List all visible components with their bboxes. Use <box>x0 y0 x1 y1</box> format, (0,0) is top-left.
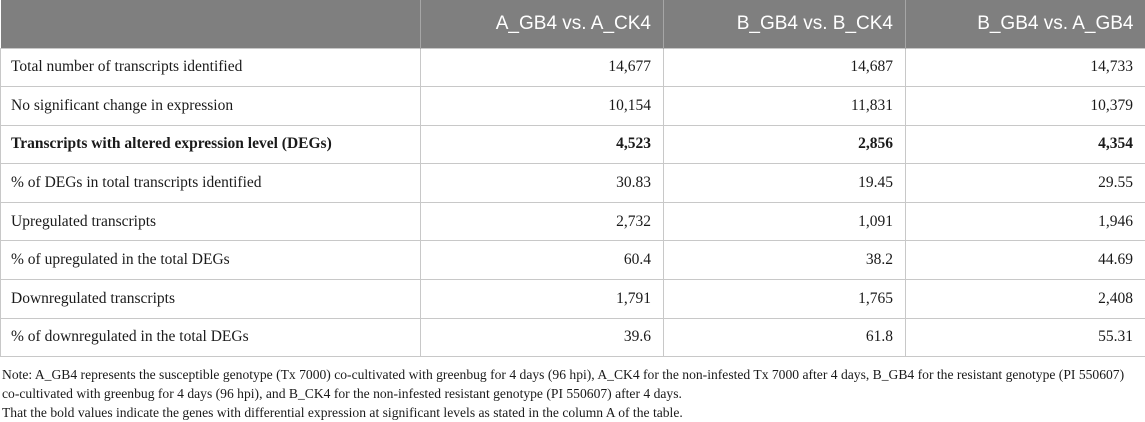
table-cell: 2,856 <box>664 125 906 164</box>
table-cell: 29.55 <box>906 164 1145 203</box>
row-label: Total number of transcripts identified <box>1 48 421 87</box>
table-cell: 19.45 <box>664 164 906 203</box>
table-row <box>1 202 1145 241</box>
table-cell: 39.6 <box>421 318 664 357</box>
row-label: No significant change in expression <box>1 87 421 126</box>
table-cell: 11,831 <box>664 87 906 126</box>
row-label: Downregulated transcripts <box>1 280 421 319</box>
table-cell: 61.8 <box>664 318 906 357</box>
table-cell: 60.4 <box>421 241 664 280</box>
table-cell: 10,379 <box>906 87 1145 126</box>
row-label: % of upregulated in the total DEGs <box>1 241 421 280</box>
table-cell: 30.83 <box>421 164 664 203</box>
row-label: Upregulated transcripts <box>1 202 421 241</box>
row-label: % of downregulated in the total DEGs <box>1 318 421 357</box>
table-cell: 2,732 <box>421 202 664 241</box>
row-label: % of DEGs in total transcripts identified <box>1 164 421 203</box>
table-cell: 1,091 <box>664 202 906 241</box>
abbreviation-note: Note: A_GB4 represents the susceptible genotype (Tx 7000) co-cultivated with greenbug for 4 days (96 hpi), A_CK4 for the non-infested Tx 7000 after 4 days, B_GB4 for the resistant genotype (PI 550607) co-cultivated with greenbug for 4 days (96 hpi), and B_CK4 for the non-infested resistant genotype (PI 550607) after 4 days. <box>2 367 1125 402</box>
header-cell-b-gb4-vs-a-gb4: B_GB4 vs. A_GB4 <box>906 0 1145 48</box>
table-row <box>1 87 1145 126</box>
table-row <box>1 280 1145 319</box>
table-cell: 4,523 <box>421 125 664 164</box>
table-header-row <box>1 0 1145 48</box>
table-footnotes <box>0 357 1145 422</box>
header-cell-b-gb4-vs-b-ck4: B_GB4 vs. B_CK4 <box>664 0 906 48</box>
row-label: Transcripts with altered expression level (DEGs) <box>1 125 421 164</box>
table-cell: 2,408 <box>906 280 1145 319</box>
table-row <box>1 318 1145 357</box>
bold-values-note: That the bold values indicate the genes with differential expression at significant levels as stated in the column A of the table. <box>2 405 683 421</box>
table-cell: 14,687 <box>664 48 906 87</box>
table-cell: 1,765 <box>664 280 906 319</box>
table-cell: 14,733 <box>906 48 1145 87</box>
table-cell: 14,677 <box>421 48 664 87</box>
header-cell-a-gb4-vs-a-ck4: A_GB4 vs. A_CK4 <box>421 0 664 48</box>
table-cell: 38.2 <box>664 241 906 280</box>
table-row <box>1 125 1145 164</box>
table-row <box>1 48 1145 87</box>
table-cell: 55.31 <box>906 318 1145 357</box>
table-row <box>1 164 1145 203</box>
table-cell: 1,791 <box>421 280 664 319</box>
table-cell: 10,154 <box>421 87 664 126</box>
table-row <box>1 241 1145 280</box>
table-cell: 1,946 <box>906 202 1145 241</box>
table-cell: 4,354 <box>906 125 1145 164</box>
table-cell: 44.69 <box>906 241 1145 280</box>
header-cell-empty <box>1 0 421 48</box>
